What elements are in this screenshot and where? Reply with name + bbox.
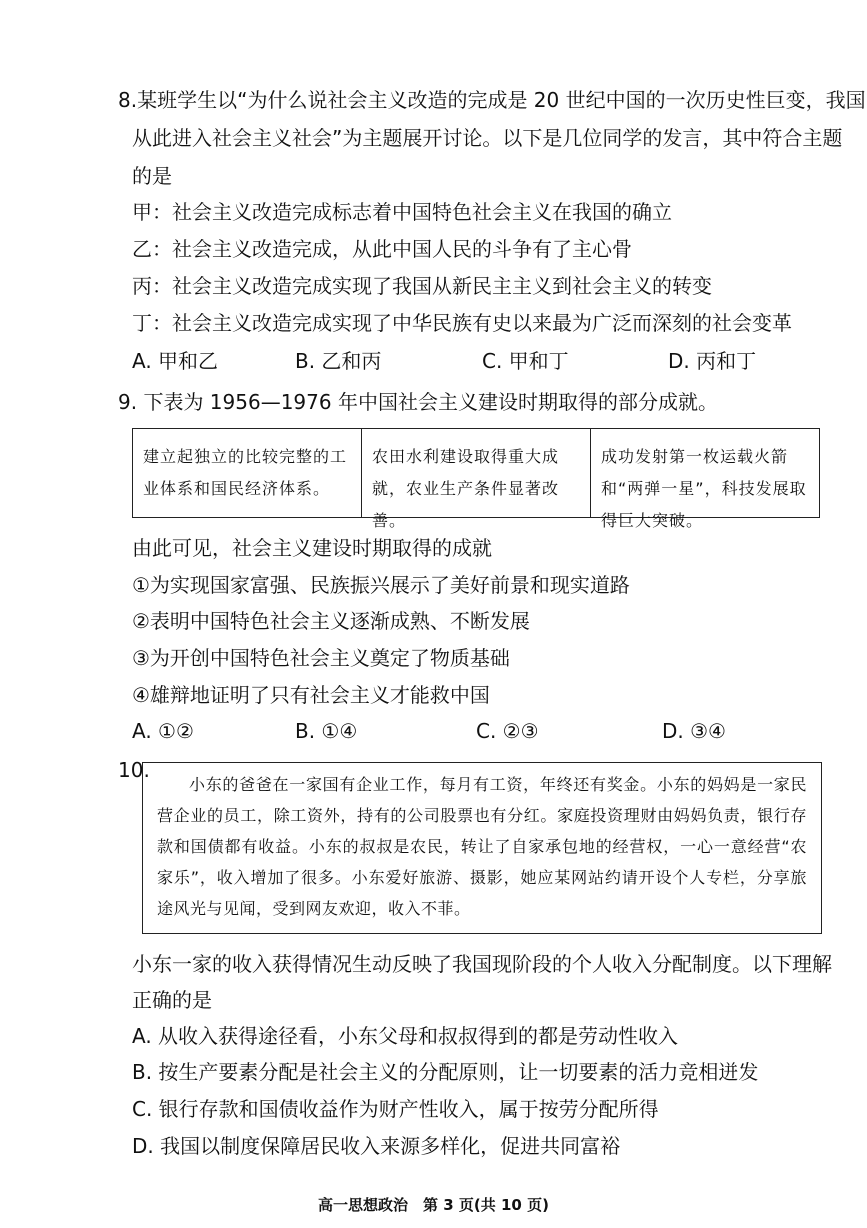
q10-option-b[interactable]: B. 按生产要素分配是社会主义的分配原则，让一切要素的活力竞相迸发: [132, 1060, 759, 1084]
q9-statement: ④雄辩地证明了只有社会主义才能救中国: [132, 683, 490, 707]
q8-option-d[interactable]: D. 丙和丁: [668, 349, 757, 373]
q9-option-a[interactable]: A. ①②: [132, 719, 194, 743]
q10-material-box: 小东的爸爸在一家国有企业工作，每月有工资，年终还有奖金。小东的妈妈是一家民营企业的员工，除工资外，持有的公司股票也有分红。家庭投资理财由妈妈负责，银行存款和国债都有收益。小东的叔叔是农民，转让了自家承包地的经营权，一心一意经营“农家乐”，收入增加了很多。小东爱好旅游、摄影，她应某网站约请开设个人专栏，分享旅途风光与见闻，受到网友欢迎，收入不菲。: [142, 762, 822, 934]
q9-statement: ①为实现国家富强、民族振兴展示了美好前景和现实道路: [132, 573, 630, 597]
q9-option-d[interactable]: D. ③④: [662, 719, 726, 743]
q9-stem: 9. 下表为 1956—1976 年中国社会主义建设时期取得的部分成就。: [118, 390, 718, 414]
page-footer: 高一思想政治 第 3 页(共 10 页): [318, 1196, 549, 1214]
q8-option-a[interactable]: A. 甲和乙: [132, 349, 219, 373]
q9-achievement-table: [132, 428, 820, 530]
q10-option-c[interactable]: C. 银行存款和国债收益作为财产性收入，属于按劳分配所得: [132, 1097, 659, 1121]
q8-option-c[interactable]: C. 甲和丁: [482, 349, 569, 373]
q10-option-a[interactable]: A. 从收入获得途径看，小东父母和叔叔得到的都是劳动性收入: [132, 1024, 679, 1048]
q9-table-cell: 成功发射第一枚运载火箭和“两弹一星”，科技发展取得巨大突破。: [601, 447, 807, 530]
q8-statement: 丁：社会主义改造完成实现了中华民族有史以来最为广泛而深刻的社会变革: [132, 311, 792, 335]
q8-statement: 丙：社会主义改造完成实现了我国从新民主主义到社会主义的转变: [132, 274, 712, 298]
q8-statement: 乙：社会主义改造完成，从此中国人民的斗争有了主心骨: [132, 237, 632, 261]
q8-stem-line2: 从此进入社会主义社会”为主题展开讨论。以下是几位同学的发言，其中符合主题: [132, 126, 843, 150]
q8-stem-line3: 的是: [132, 164, 172, 188]
q10-option-d[interactable]: D. 我国以制度保障居民收入来源多样化，促进共同富裕: [132, 1134, 621, 1158]
q9-statement: ②表明中国特色社会主义逐渐成熟、不断发展: [132, 609, 530, 633]
q9-table-cell: 农田水利建设取得重大成就，农业生产条件显著改善。: [362, 429, 591, 517]
q10-number: 10.: [118, 758, 150, 782]
q9-statement: ③为开创中国特色社会主义奠定了物质基础: [132, 646, 510, 670]
q9-option-c[interactable]: C. ②③: [476, 719, 539, 743]
q8-option-b[interactable]: B. 乙和丙: [295, 349, 382, 373]
q9-options: [0, 717, 867, 747]
q8-stem-line1: 8.某班学生以“为什么说社会主义改造的完成是 20 世纪中国的一次历史性巨变，我国: [118, 88, 866, 112]
q10-stem-line1: 小东一家的收入获得情况生动反映了我国现阶段的个人收入分配制度。以下理解: [132, 952, 832, 976]
q9-lead: 由此可见，社会主义建设时期取得的成就: [132, 536, 492, 560]
q8-statement: 甲：社会主义改造完成标志着中国特色社会主义在我国的确立: [132, 200, 672, 224]
q10-stem-line2: 正确的是: [132, 988, 212, 1012]
q8-options: [0, 347, 867, 377]
q9-table-cell: 建立起独立的比较完整的工业体系和国民经济体系。: [133, 429, 362, 517]
q9-option-b[interactable]: B. ①④: [295, 719, 358, 743]
